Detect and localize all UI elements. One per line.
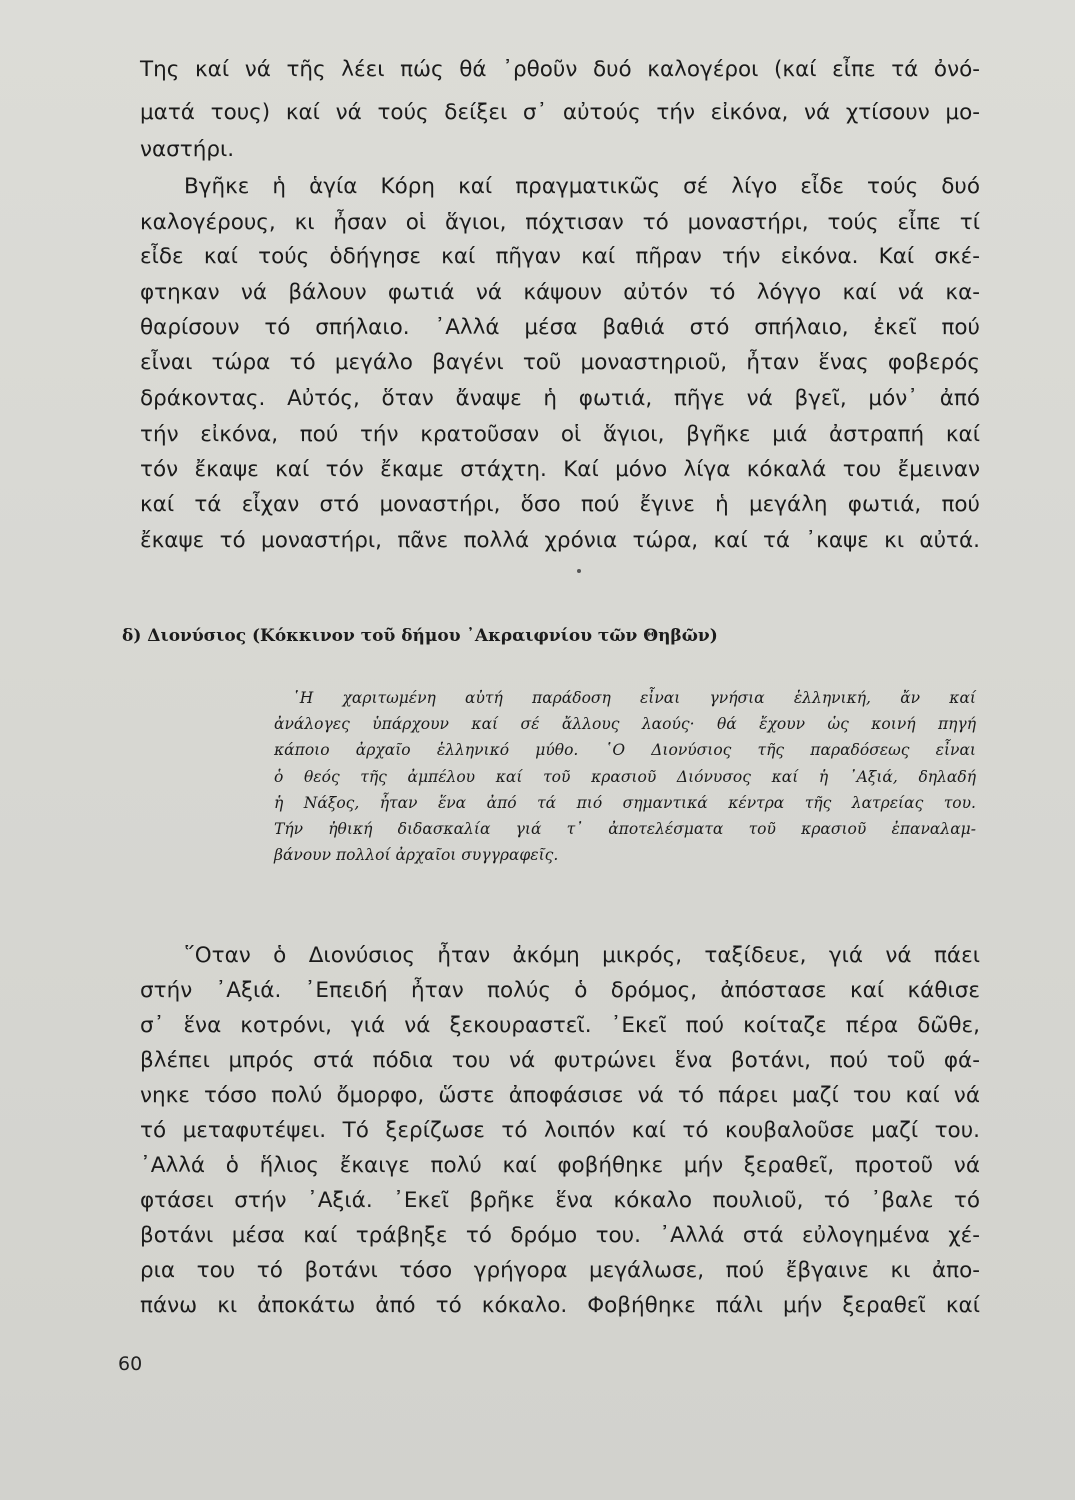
body-text-line: Της καί νά τῆς λέει πώς θά ᾽ρθοῦν δυό καλογέροι (καί εἶπε τά ὀνό- — [140, 57, 980, 82]
body-text-line: τήν εἰκόνα, πού τήν κρατοῦσαν οἱ ἅγιοι, βγῆκε μιά ἀστραπή καί — [140, 422, 980, 447]
body-text-line: βλέπει μπρός στά πόδια του νά φυτρώνει ἕνα βοτάνι, πού τοῦ φά- — [140, 1048, 980, 1073]
body-text-line: ματά τους) καί νά τούς δείξει σ᾽ αὐτούς τήν εἰκόνα, νά χτίσουν μο- — [140, 100, 980, 125]
body-text-line: θαρίσουν τό σπήλαιο. ᾽Αλλά μέσα βαθιά στό σπήλαιο, ἐκεῖ πού — [140, 315, 980, 340]
editor-note-line: ὁ θεός τῆς ἀμπέλου καί τοῦ κρασιοῦ Διόνυσος καί ἡ ᾽Αξιά, δηλαδή — [274, 768, 976, 786]
body-text-line: ἔκαψε τό μοναστήρι, πᾶνε πολλά χρόνια τώρα, καί τά ᾽καψε κι αὐτά. — [140, 528, 980, 553]
body-text-line: στήν ᾽Αξιά. ᾽Επειδή ἦταν πολύς ὁ δρόμος, ἀπόστασε καί κάθισε — [140, 978, 980, 1003]
body-text-line: εἶδε καί τούς ὁδήγησε καί πῆγαν καί πῆραν τήν εἰκόνα. Καί σκέ- — [140, 244, 980, 269]
body-text-line: καλογέρους, κι ἦσαν οἱ ἅγιοι, πόχτισαν τό μοναστήρι, τούς εἶπε τί — [140, 210, 980, 235]
body-text-line: τόν ἔκαψε καί τόν ἔκαμε στάχτη. Καί μόνο λίγα κόκαλά του ἔμειναν — [140, 457, 980, 482]
body-text-line: Βγῆκε ἡ ἁγία Κόρη καί πραγματικῶς σέ λίγο εἶδε τούς δυό — [184, 174, 980, 199]
page-number: 60 — [118, 1353, 143, 1375]
body-text-line: πάνω κι ἀποκάτω ἀπό τό κόκαλο. Φοβήθηκε πάλι μήν ξεραθεῖ καί — [140, 1293, 980, 1318]
body-text-line: βοτάνι μέσα καί τράβηξε τό δρόμο του. ᾽Αλλά στά εὐλογημένα χέ- — [140, 1223, 980, 1248]
ink-speck — [577, 569, 581, 573]
section-heading: δ) Διονύσιος (Κόκκινον τοῦ δήμου ᾽Ακραιφνίου τῶν Θηβῶν) — [122, 626, 718, 646]
body-text-line: φτηκαν νά βάλουν φωτιά νά κάψουν αὐτόν τό λόγγο καί νά κα- — [140, 280, 980, 305]
editor-note-line: ῾Η χαριτωμένη αὐτή παράδοση εἶναι γνήσια ἑλληνική, ἄν καί — [292, 689, 976, 707]
body-text-line: ῞Οταν ὁ Διονύσιος ἦταν ἀκόμη μικρός, ταξίδευε, γιά νά πάει — [184, 943, 980, 968]
body-text-line: εἶναι τώρα τό μεγάλο βαγένι τοῦ μοναστηριοῦ, ἦταν ἕνας φοβερός — [140, 350, 980, 375]
body-text-line: φτάσει στήν ᾽Αξιά. ᾽Εκεῖ βρῆκε ἕνα κόκαλο πουλιοῦ, τό ᾽βαλε τό — [140, 1188, 980, 1213]
editor-note-line: κάποιο ἀρχαῖο ἑλληνικό μύθο. ῾Ο Διονύσιος τῆς παραδόσεως εἶναι — [274, 741, 976, 759]
body-text-line: νηκε τόσο πολύ ὄμορφο, ὥστε ἀποφάσισε νά τό πάρει μαζί του καί νά — [140, 1083, 980, 1108]
editor-note-line: ἀνάλογες ὑπάρχουν καί σέ ἄλλους λαούς· θά ἔχουν ὡς κοινή πηγή — [274, 715, 976, 733]
body-text-line: ναστήρι. — [140, 137, 235, 162]
editor-note-line: ἡ Νάξος, ἦταν ἕνα ἀπό τά πιό σημαντικά κέντρα τῆς λατρείας του. — [274, 794, 976, 812]
body-text-line: τό μεταφυτέψει. Τό ξερίζωσε τό λοιπόν καί τό κουβαλοῦσε μαζί του. — [140, 1118, 980, 1143]
editor-note-line: Τήν ἠθική διδασκαλία γιά τ᾽ ἀποτελέσματα τοῦ κρασιοῦ ἐπαναλαμ- — [274, 820, 976, 838]
body-text-line: ᾽Αλλά ὁ ἥλιος ἔκαιγε πολύ καί φοβήθηκε μήν ξεραθεῖ, προτοῦ νά — [140, 1153, 980, 1178]
body-text-line: καί τά εἶχαν στό μοναστήρι, ὅσο πού ἔγινε ἡ μεγάλη φωτιά, πού — [140, 492, 980, 517]
body-text-line: ρια του τό βοτάνι τόσο γρήγορα μεγάλωσε, πού ἔβγαινε κι ἀπο- — [140, 1258, 980, 1283]
body-text-line: δράκοντας. Αὐτός, ὅταν ἄναψε ἡ φωτιά, πῆγε νά βγεῖ, μόν᾽ ἀπό — [140, 386, 980, 411]
body-text-line: σ᾽ ἕνα κοτρόνι, γιά νά ξεκουραστεῖ. ᾽Εκεῖ πού κοίταζε πέρα δῶθε, — [140, 1013, 980, 1038]
editor-note-line: βάνουν πολλοί ἀρχαῖοι συγγραφεῖς. — [274, 846, 559, 864]
